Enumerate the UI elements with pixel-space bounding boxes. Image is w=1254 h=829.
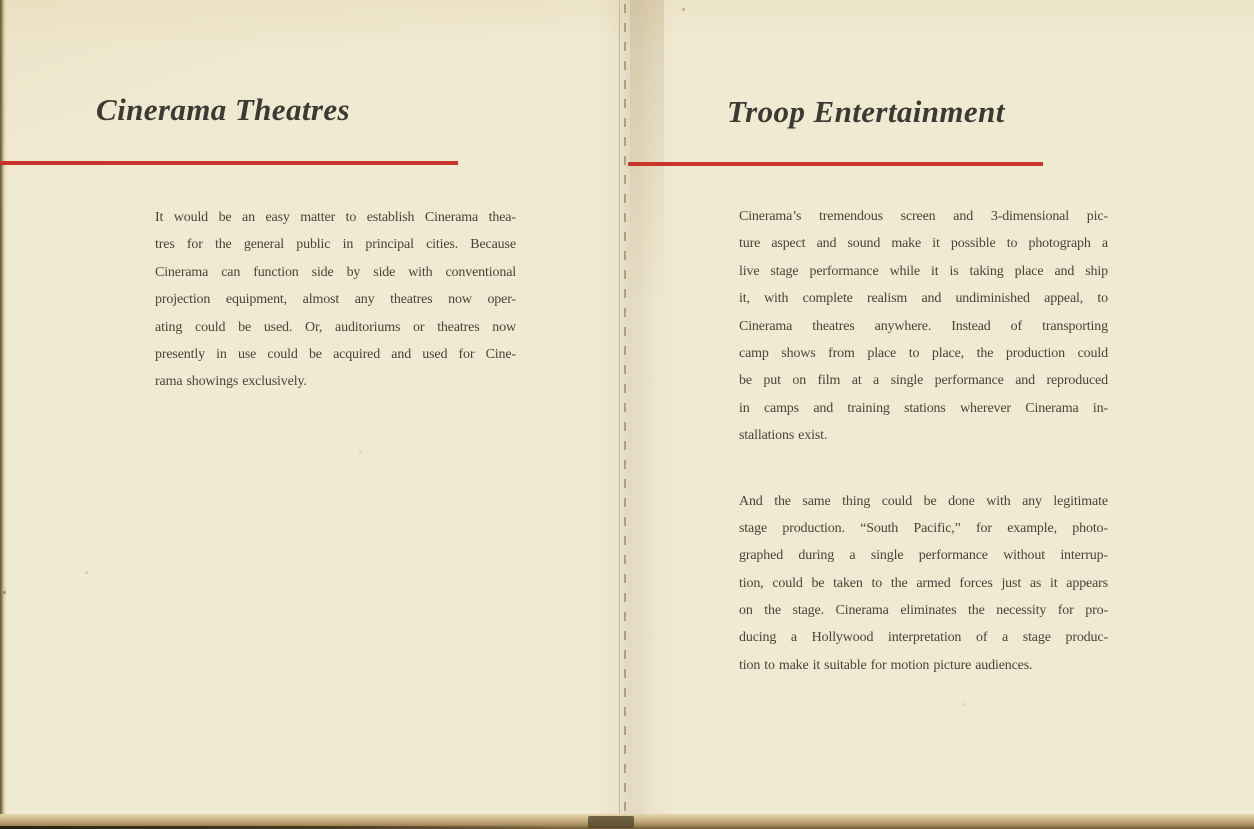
paragraph — [739, 203, 1108, 450]
text-line: presently in use could be acquired and used for Cine- — [155, 346, 516, 362]
text-line: graphed during a single performance without interrup- — [739, 548, 1108, 564]
text-line: ating could be used. Or, auditoriums or theatres now — [155, 319, 516, 335]
binding-knot — [588, 816, 634, 828]
text-line: tres for the general public in principal cities. Because — [155, 237, 516, 253]
right-section-rule — [628, 162, 1043, 166]
text-line: camp shows from place to place, the production could — [739, 345, 1108, 361]
text-line: stallations exist. — [739, 428, 828, 444]
text-line: tion, could be taken to the armed forces just as it appears — [739, 575, 1108, 591]
right-body-text — [739, 203, 1108, 679]
left-page-title: Cinerama Theatres — [96, 92, 350, 127]
paragraph — [155, 204, 516, 396]
left-body-text — [155, 204, 516, 396]
text-line: Cinerama theatres anywhere. Instead of transporting — [739, 318, 1108, 334]
text-line: stage production. “South Pacific,” for example, photo- — [739, 520, 1108, 536]
text-line: be put on film at a single performance and reproduced — [739, 373, 1108, 389]
text-line: it, with complete realism and undiminished appeal, to — [739, 291, 1108, 307]
text-line: ducing a Hollywood interpretation of a stage produc- — [739, 630, 1108, 646]
paragraph — [739, 488, 1108, 680]
left-section-rule — [0, 161, 458, 165]
binding-stitches — [624, 4, 626, 816]
text-line: projection equipment, almost any theatres now oper- — [155, 292, 516, 308]
text-line: Cinerama’s tremendous screen and 3-dimensional pic- — [739, 209, 1108, 224]
right-page-title: Troop Entertainment — [727, 94, 1005, 129]
text-line: live stage performance while it is taking place and ship — [739, 263, 1108, 279]
text-line: tion to make it suitable for motion picture audiences. — [739, 657, 1033, 673]
left-page — [0, 0, 620, 815]
text-line: And the same thing could be done with any legitimate — [739, 493, 1108, 509]
text-line: rama showings exclusively. — [155, 374, 307, 390]
text-line: on the stage. Cinerama eliminates the necessity for pro- — [739, 603, 1108, 619]
text-line: in camps and training stations wherever Cinerama in- — [739, 400, 1108, 416]
text-line: ture aspect and sound make it possible to photograph a — [739, 236, 1108, 252]
right-page — [628, 0, 1254, 815]
text-line: Cinerama can function side by side with conventional — [155, 264, 516, 280]
text-line: It would be an easy matter to establish Cinerama thea- — [155, 210, 516, 225]
